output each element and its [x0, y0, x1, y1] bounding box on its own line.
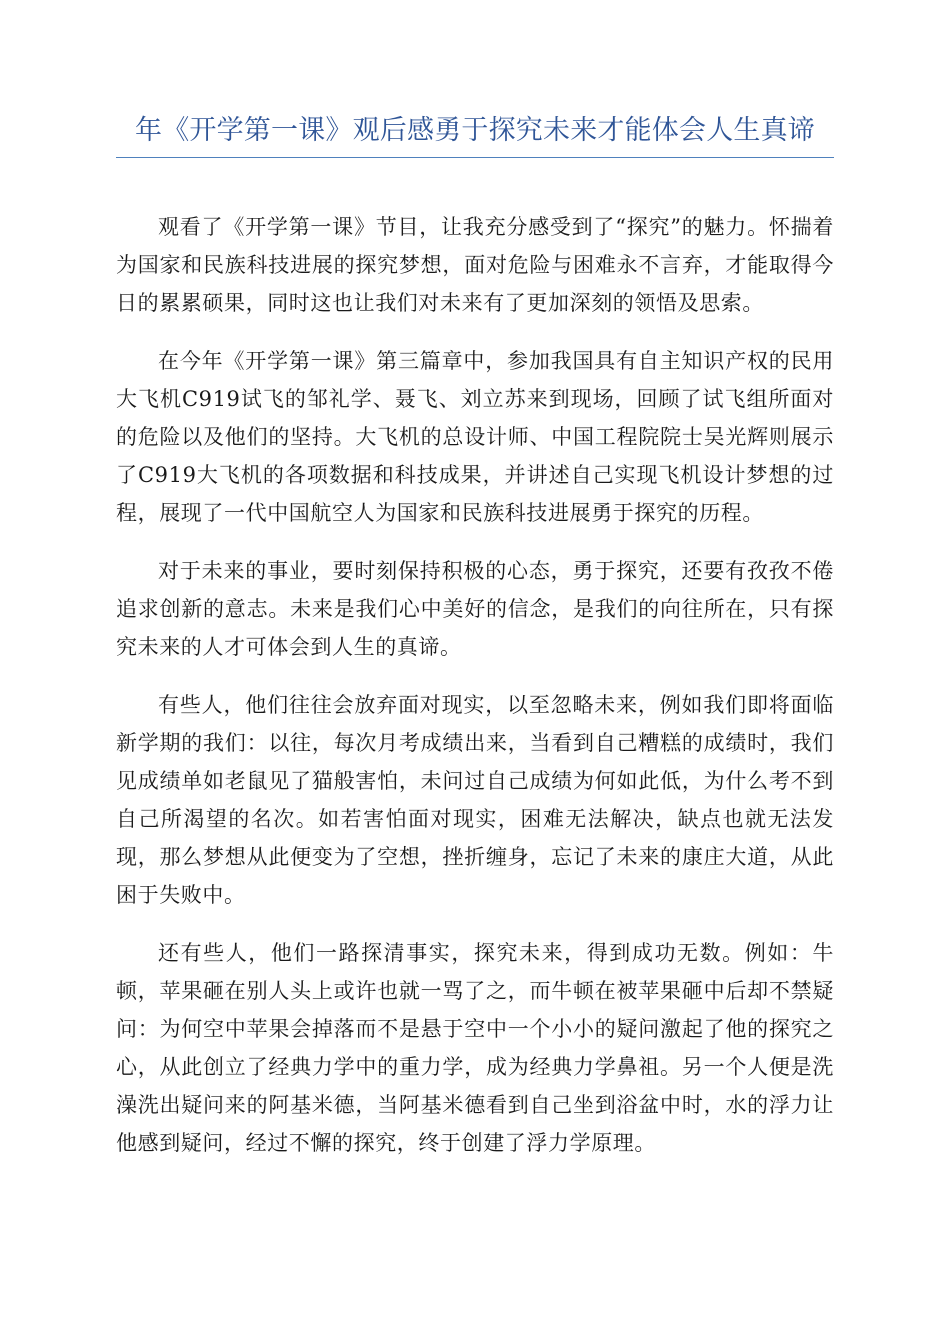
paragraph-5: 还有些人，他们一路探清事实，探究未来，得到成功无数。例如：牛顿，苹果砸在别人头上或许也就一骂了之，而牛顿在被苹果砸中后却不禁疑问：为何空中苹果会掉落而不是悬于空中一个小小的疑问激起了他的探究之心，从此创立了经典力学中的重力学，成为经典力学鼻祖。另一个人便是洗澡洗出疑问来的阿基米德，当阿基米德看到自己坐到浴盆中时，水的浮力让他感到疑问，经过不懈的探究，终于创建了浮力学原理。: [116, 941, 834, 1155]
document-body: [116, 208, 834, 1182]
paragraph-2: 在今年《开学第一课》第三篇章中，参加我国具有自主知识产权的民用大飞机C919试飞的邹礼学、聂飞、刘立苏来到现场，回顾了试飞组所面对的危险以及他们的坚持。大飞机的总设计师、中国工程院院士吴光辉则展示了C919大飞机的各项数据和科技成果，并讲述自己实现飞机设计梦想的过程，展现了一代中国航空人为国家和民族科技进展勇于探究的历程。: [116, 349, 834, 525]
title-underline-rule: [116, 157, 834, 158]
title-block: [116, 112, 834, 158]
document-title: 年《开学第一课》观后感勇于探究未来才能体会人生真谛: [135, 115, 815, 146]
paragraph-3: 对于未来的事业，要时刻保持积极的心态，勇于探究，还要有孜孜不倦追求创新的意志。未来是我们心中美好的信念，是我们的向往所在，只有探究未来的人才可体会到人生的真谛。: [116, 559, 834, 659]
paragraph-1: 观看了《开学第一课》节目，让我充分感受到了“探究”的魅力。怀揣着为国家和民族科技进展的探究梦想，面对危险与困难永不言弃，才能取得今日的累累硕果，同时这也让我们对未来有了更加深刻的领悟及思索。: [116, 215, 834, 315]
paragraph-4: 有些人，他们往往会放弃面对现实，以至忽略未来，例如我们即将面临新学期的我们：以往，每次月考成绩出来，当看到自己糟糕的成绩时，我们见成绩单如老鼠见了猫般害怕，未问过自己成绩为何如此低，为什么考不到自己所渴望的名次。如若害怕面对现实，困难无法解决，缺点也就无法发现，那么梦想从此便变为了空想，挫折缠身，忘记了未来的康庄大道，从此困于失败中。: [116, 693, 834, 907]
